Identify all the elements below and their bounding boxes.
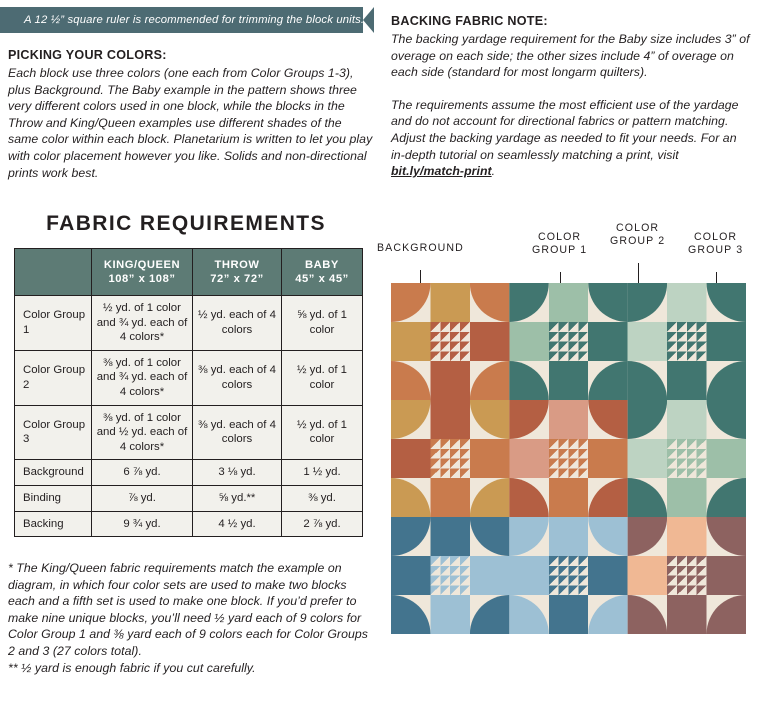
col-size-throw: 72” x 72” [210, 273, 264, 285]
cell-backing-baby: 2 ⅞ yd. [282, 511, 363, 537]
footnote-double-asterisk: ** ½ yard is enough fabric if you cut carefully. [8, 660, 256, 675]
cell-binding-king-queen: ⅞ yd. [92, 485, 193, 511]
cell-cg2-king-queen: ⅜ yd. of 1 color and ¾ yd. each of 4 colors* [92, 350, 193, 405]
table-row [15, 350, 363, 405]
callout-color-group-1 [532, 231, 587, 257]
table-row [15, 485, 363, 511]
fabric-requirements-title: FABRIC REQUIREMENTS [46, 212, 326, 235]
col-name-king-queen: KING/QUEEN [103, 259, 181, 271]
table-body [15, 296, 363, 537]
callout-color-group-3-label: COLOR GROUP 3 [688, 231, 744, 256]
col-name-baby: BABY [305, 259, 339, 271]
cell-cg2-throw: ⅜ yd. each of 4 colors [193, 350, 282, 405]
cell-binding-baby: ⅜ yd. [282, 485, 363, 511]
callout-color-group-3 [688, 231, 743, 257]
cell-background-king-queen: 6 ⅞ yd. [92, 460, 193, 486]
picking-colors-body: Each block use three colors (one each from Color Groups 1-3), plus Background. The Baby example in the pattern shows three very different colors used in one block, while the blocks in the Throw and King/Queen examples use different shades of the same color within each block. Planetarium is written to let you play with color placement however you like. Solids and non-directional prints work best. [8, 66, 373, 180]
cell-binding-throw: ⅝ yd.** [193, 485, 282, 511]
backing-note-p2-post: . [491, 164, 496, 179]
backing-note-p2-pre: The requirements assume the most efficient use of the yardage and do not account for directional fabrics or pattern matching. Adjust the backing yardage as needed to fit your needs. For an in-depth tutorial on seamlessly matching a print, visit [391, 97, 739, 162]
table-header [15, 249, 363, 296]
table-col-baby [282, 249, 363, 296]
cell-background-throw: 3 ⅛ yd. [193, 460, 282, 486]
callout-background-label: BACKGROUND [377, 242, 464, 254]
row-label-backing: Backing [15, 511, 92, 537]
cell-cg3-baby: ½ yd. of 1 color [282, 405, 363, 460]
match-print-link[interactable]: bit.ly/match-print [391, 164, 492, 179]
cell-background-baby: 1 ½ yd. [282, 460, 363, 486]
backing-note-paragraph-1: The backing yardage requirement for the Baby size includes 3” of overage on each side; the other sizes include 4” of overage on each side (standard for most longarm quilters). [391, 32, 750, 80]
callout-background [377, 242, 464, 255]
backing-note-paragraph-2 [391, 97, 751, 180]
table-row [15, 511, 363, 537]
quilt-diagram [391, 283, 746, 634]
banner-notch-shape [363, 7, 374, 33]
picking-colors-section [8, 48, 374, 181]
ruler-tip-banner [0, 7, 374, 33]
footnote-asterisk: * The King/Queen fabric requirements match the example on diagram, in which four color sets are used to make two blocks each and a fifth set is used to make one block. If you’d prefer to make nine unique blocks, you’ll need ½ yard each of 9 colors for Color Group 1 and ⅜ yard each of 9 colors each for Color Groups 2 and 3 (27 colors total). [8, 561, 368, 658]
table-corner-cell [15, 249, 92, 296]
cell-cg1-throw: ½ yd. each of 4 colors [193, 296, 282, 351]
row-label-background: Background [15, 460, 92, 486]
cell-backing-throw: 4 ½ yd. [193, 511, 282, 537]
picking-colors-heading: PICKING YOUR COLORS: [8, 48, 167, 62]
row-label-color-group-2: Color Group 2 [15, 350, 92, 405]
table-row [15, 460, 363, 486]
table-col-king-queen [92, 249, 193, 296]
col-name-throw: THROW [214, 259, 260, 271]
cell-cg1-king-queen: ½ yd. of 1 color and ¾ yd. each of 4 colors* [92, 296, 193, 351]
table-row [15, 296, 363, 351]
callout-color-group-2 [610, 222, 665, 248]
cell-backing-king-queen: 9 ¾ yd. [92, 511, 193, 537]
row-label-color-group-1: Color Group 1 [15, 296, 92, 351]
footnotes-section [8, 560, 376, 676]
col-size-baby: 45” x 45” [295, 273, 349, 285]
col-size-king-queen: 108” x 108” [108, 273, 176, 285]
cell-cg3-king-queen: ⅜ yd. of 1 color and ½ yd. each of 4 colors* [92, 405, 193, 460]
cell-cg2-baby: ½ yd. of 1 color [282, 350, 363, 405]
callout-color-group-2-label: COLOR GROUP 2 [610, 222, 666, 247]
callout-color-group-1-label: COLOR GROUP 1 [532, 231, 588, 256]
backing-note-heading: BACKING FABRIC NOTE: [391, 14, 548, 28]
ruler-tip-text: A 12 ½” square ruler is recommended for trimming the block units. [24, 14, 365, 26]
table-header-row [15, 249, 363, 296]
row-label-color-group-3: Color Group 3 [15, 405, 92, 460]
fabric-requirements-table [14, 248, 363, 537]
table-row [15, 405, 363, 460]
cell-cg3-throw: ⅜ yd. each of 4 colors [193, 405, 282, 460]
backing-note-section [391, 14, 751, 180]
row-label-binding: Binding [15, 485, 92, 511]
quilt-layout-illustration [391, 283, 746, 634]
table-col-throw [193, 249, 282, 296]
cell-cg1-baby: ⅝ yd. of 1 color [282, 296, 363, 351]
